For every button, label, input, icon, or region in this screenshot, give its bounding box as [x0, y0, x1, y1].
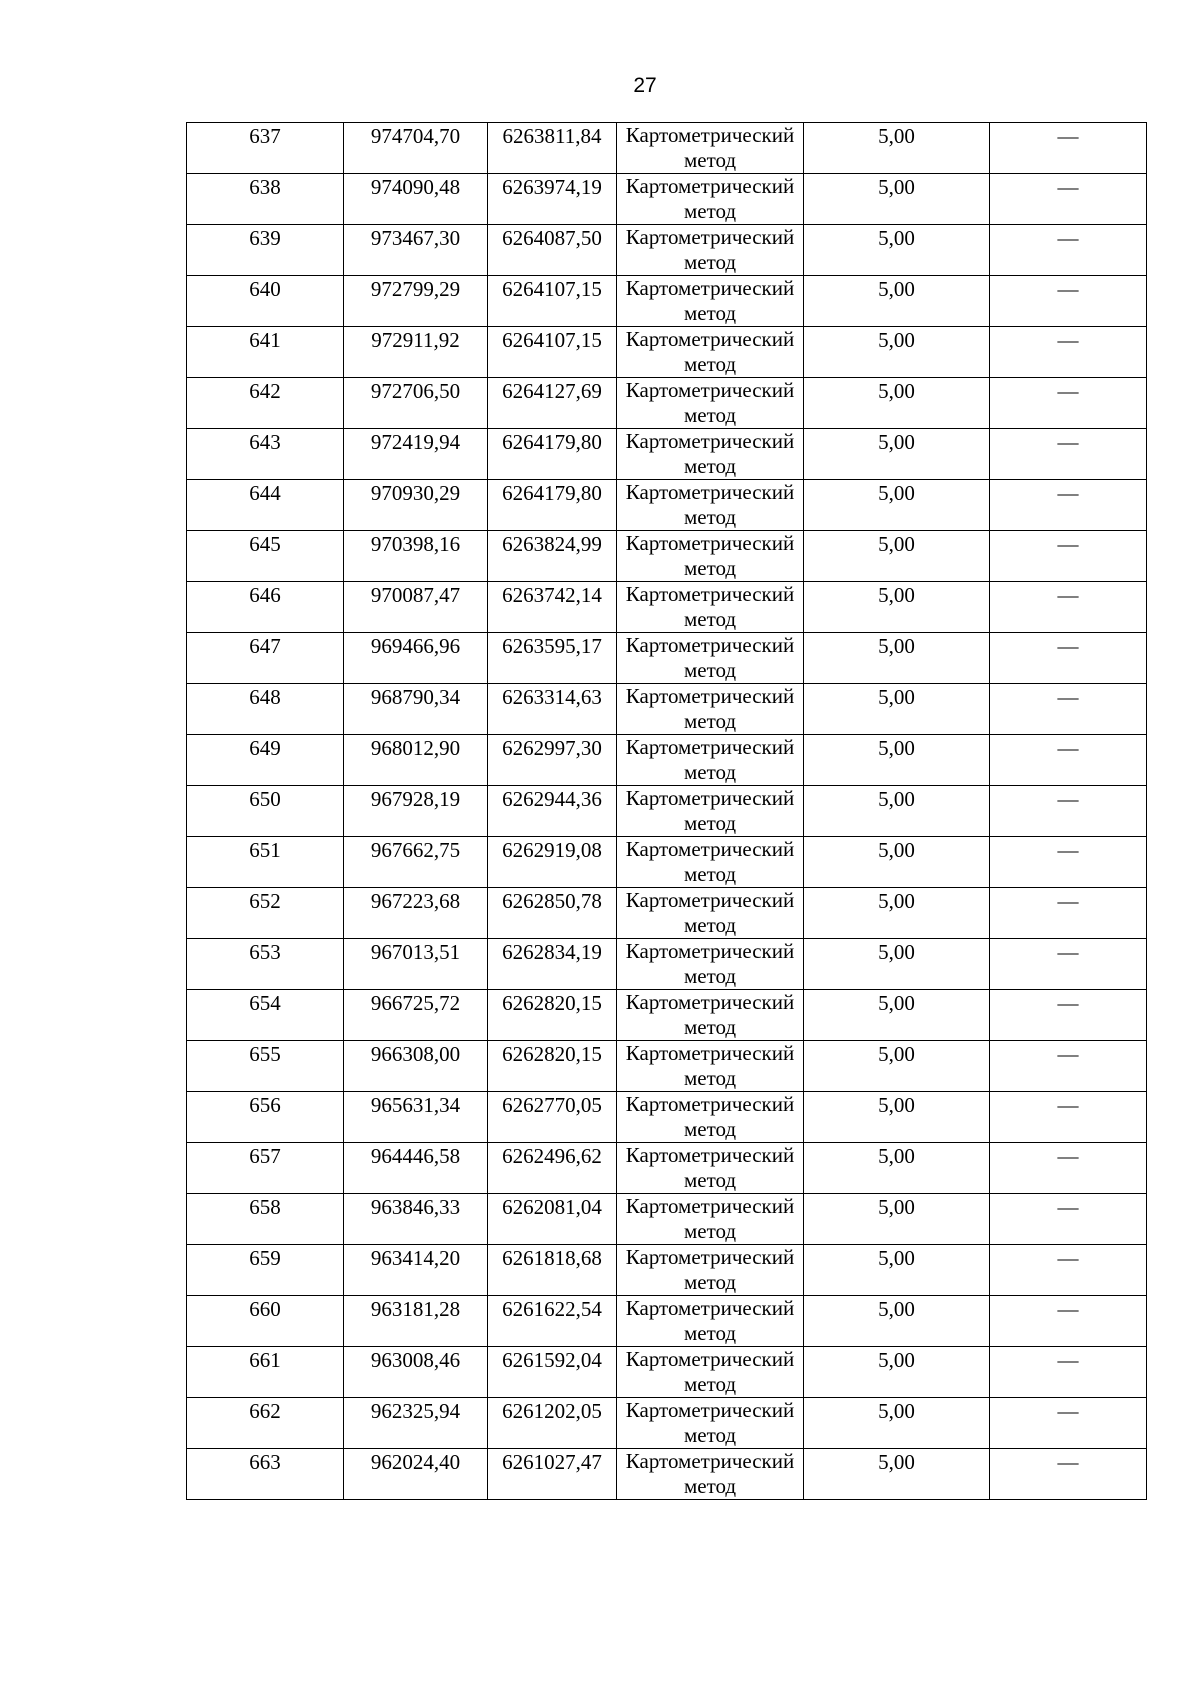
x-coordinate-cell: 964446,58: [344, 1143, 488, 1194]
method-line-1: Картометрический: [625, 990, 795, 1014]
table-row: [187, 378, 1147, 429]
method-line-2: метод: [683, 1423, 737, 1447]
method-line-2: метод: [683, 607, 737, 631]
x-coordinate-cell: 967013,51: [344, 939, 488, 990]
method-cell: [617, 1143, 804, 1194]
method-line-2: метод: [683, 454, 737, 478]
x-coordinate-cell: 972799,29: [344, 276, 488, 327]
point-number-cell: 641: [187, 327, 344, 378]
method-line-2: метод: [683, 148, 737, 172]
table-row: [187, 1245, 1147, 1296]
method-line-2: метод: [683, 862, 737, 886]
note-cell: —: [990, 480, 1147, 531]
method-line-2: метод: [683, 1372, 737, 1396]
note-cell: —: [990, 1245, 1147, 1296]
y-coordinate-cell: 6262820,15: [488, 1041, 617, 1092]
table-row: [187, 480, 1147, 531]
table-row: [187, 1092, 1147, 1143]
table-row: [187, 123, 1147, 174]
point-number-cell: 650: [187, 786, 344, 837]
method-cell: [617, 225, 804, 276]
table-row: [187, 1449, 1147, 1500]
y-coordinate-cell: 6262081,04: [488, 1194, 617, 1245]
accuracy-cell: 5,00: [804, 1143, 990, 1194]
method-line-1: Картометрический: [625, 276, 795, 300]
note-cell: —: [990, 174, 1147, 225]
note-cell: —: [990, 1041, 1147, 1092]
y-coordinate-cell: 6262770,05: [488, 1092, 617, 1143]
x-coordinate-cell: 967662,75: [344, 837, 488, 888]
method-line-1: Картометрический: [625, 1245, 795, 1269]
point-number-cell: 648: [187, 684, 344, 735]
point-number-cell: 645: [187, 531, 344, 582]
note-cell: —: [990, 837, 1147, 888]
note-cell: —: [990, 378, 1147, 429]
method-line-1: Картометрический: [625, 327, 795, 351]
note-cell: —: [990, 735, 1147, 786]
note-cell: —: [990, 1398, 1147, 1449]
page-number: 27: [633, 74, 657, 97]
point-number-cell: 640: [187, 276, 344, 327]
table-row: [187, 429, 1147, 480]
y-coordinate-cell: 6264179,80: [488, 480, 617, 531]
x-coordinate-cell: 974704,70: [344, 123, 488, 174]
note-cell: —: [990, 888, 1147, 939]
x-coordinate-cell: 970930,29: [344, 480, 488, 531]
method-line-2: метод: [683, 709, 737, 733]
accuracy-cell: 5,00: [804, 174, 990, 225]
method-line-1: Картометрический: [625, 1041, 795, 1065]
method-line-1: Картометрический: [625, 1449, 795, 1473]
coordinates-table: [186, 122, 1147, 1500]
y-coordinate-cell: 6262919,08: [488, 837, 617, 888]
x-coordinate-cell: 968790,34: [344, 684, 488, 735]
method-cell: [617, 1347, 804, 1398]
accuracy-cell: 5,00: [804, 480, 990, 531]
y-coordinate-cell: 6262850,78: [488, 888, 617, 939]
point-number-cell: 655: [187, 1041, 344, 1092]
note-cell: —: [990, 939, 1147, 990]
method-line-1: Картометрический: [625, 429, 795, 453]
point-number-cell: 652: [187, 888, 344, 939]
x-coordinate-cell: 970398,16: [344, 531, 488, 582]
accuracy-cell: 5,00: [804, 378, 990, 429]
x-coordinate-cell: 972419,94: [344, 429, 488, 480]
method-cell: [617, 1245, 804, 1296]
method-cell: [617, 1296, 804, 1347]
x-coordinate-cell: 966725,72: [344, 990, 488, 1041]
note-cell: —: [990, 1194, 1147, 1245]
x-coordinate-cell: 965631,34: [344, 1092, 488, 1143]
x-coordinate-cell: 967223,68: [344, 888, 488, 939]
point-number-cell: 658: [187, 1194, 344, 1245]
x-coordinate-cell: 962024,40: [344, 1449, 488, 1500]
table-row: [187, 1143, 1147, 1194]
table-row: [187, 735, 1147, 786]
y-coordinate-cell: 6261202,05: [488, 1398, 617, 1449]
note-cell: —: [990, 276, 1147, 327]
point-number-cell: 657: [187, 1143, 344, 1194]
method-line-2: метод: [683, 658, 737, 682]
method-line-2: метод: [683, 1270, 737, 1294]
x-coordinate-cell: 970087,47: [344, 582, 488, 633]
accuracy-cell: 5,00: [804, 633, 990, 684]
y-coordinate-cell: 6262834,19: [488, 939, 617, 990]
point-number-cell: 639: [187, 225, 344, 276]
accuracy-cell: 5,00: [804, 684, 990, 735]
method-line-1: Картометрический: [625, 582, 795, 606]
method-cell: [617, 327, 804, 378]
point-number-cell: 642: [187, 378, 344, 429]
accuracy-cell: 5,00: [804, 225, 990, 276]
point-number-cell: 646: [187, 582, 344, 633]
accuracy-cell: 5,00: [804, 1041, 990, 1092]
accuracy-cell: 5,00: [804, 1194, 990, 1245]
accuracy-cell: 5,00: [804, 327, 990, 378]
point-number-cell: 637: [187, 123, 344, 174]
point-number-cell: 661: [187, 1347, 344, 1398]
method-line-2: метод: [683, 1117, 737, 1141]
x-coordinate-cell: 972911,92: [344, 327, 488, 378]
accuracy-cell: 5,00: [804, 582, 990, 633]
method-line-1: Картометрический: [625, 1194, 795, 1218]
method-cell: [617, 174, 804, 225]
method-cell: [617, 837, 804, 888]
method-line-2: метод: [683, 811, 737, 835]
note-cell: —: [990, 786, 1147, 837]
accuracy-cell: 5,00: [804, 429, 990, 480]
y-coordinate-cell: 6264107,15: [488, 276, 617, 327]
table-row: [187, 225, 1147, 276]
y-coordinate-cell: 6263742,14: [488, 582, 617, 633]
method-line-1: Картометрический: [625, 735, 795, 759]
y-coordinate-cell: 6264107,15: [488, 327, 617, 378]
method-line-1: Картометрический: [625, 633, 795, 657]
note-cell: —: [990, 429, 1147, 480]
x-coordinate-cell: 974090,48: [344, 174, 488, 225]
x-coordinate-cell: 972706,50: [344, 378, 488, 429]
method-line-1: Картометрический: [625, 1398, 795, 1422]
accuracy-cell: 5,00: [804, 1092, 990, 1143]
method-cell: [617, 378, 804, 429]
note-cell: —: [990, 1347, 1147, 1398]
method-cell: [617, 531, 804, 582]
accuracy-cell: 5,00: [804, 837, 990, 888]
method-line-2: метод: [683, 556, 737, 580]
note-cell: —: [990, 123, 1147, 174]
point-number-cell: 651: [187, 837, 344, 888]
method-line-1: Картометрический: [625, 480, 795, 504]
method-line-2: метод: [683, 1168, 737, 1192]
note-cell: —: [990, 225, 1147, 276]
y-coordinate-cell: 6263824,99: [488, 531, 617, 582]
method-cell: [617, 1092, 804, 1143]
accuracy-cell: 5,00: [804, 1245, 990, 1296]
accuracy-cell: 5,00: [804, 990, 990, 1041]
note-cell: —: [990, 1449, 1147, 1500]
accuracy-cell: 5,00: [804, 1398, 990, 1449]
x-coordinate-cell: 963846,33: [344, 1194, 488, 1245]
method-cell: [617, 1041, 804, 1092]
y-coordinate-cell: 6264179,80: [488, 429, 617, 480]
note-cell: —: [990, 531, 1147, 582]
table-row: [187, 327, 1147, 378]
y-coordinate-cell: 6263811,84: [488, 123, 617, 174]
point-number-cell: 659: [187, 1245, 344, 1296]
table-row: [187, 1398, 1147, 1449]
method-cell: [617, 939, 804, 990]
method-line-2: метод: [683, 352, 737, 376]
y-coordinate-cell: 6261818,68: [488, 1245, 617, 1296]
y-coordinate-cell: 6264087,50: [488, 225, 617, 276]
note-cell: —: [990, 990, 1147, 1041]
accuracy-cell: 5,00: [804, 1296, 990, 1347]
note-cell: —: [990, 633, 1147, 684]
method-line-1: Картометрический: [625, 837, 795, 861]
point-number-cell: 654: [187, 990, 344, 1041]
method-line-1: Картометрический: [625, 123, 795, 147]
table-row: [187, 531, 1147, 582]
method-line-2: метод: [683, 1066, 737, 1090]
table-row: [187, 837, 1147, 888]
accuracy-cell: 5,00: [804, 888, 990, 939]
y-coordinate-cell: 6262944,36: [488, 786, 617, 837]
point-number-cell: 656: [187, 1092, 344, 1143]
table-row: [187, 633, 1147, 684]
x-coordinate-cell: 969466,96: [344, 633, 488, 684]
point-number-cell: 663: [187, 1449, 344, 1500]
accuracy-cell: 5,00: [804, 276, 990, 327]
method-cell: [617, 123, 804, 174]
note-cell: —: [990, 1092, 1147, 1143]
note-cell: —: [990, 582, 1147, 633]
method-line-1: Картометрический: [625, 1296, 795, 1320]
table-row: [187, 786, 1147, 837]
method-line-1: Картометрический: [625, 786, 795, 810]
method-line-1: Картометрический: [625, 1092, 795, 1116]
table-row: [187, 1347, 1147, 1398]
method-line-2: метод: [683, 913, 737, 937]
method-cell: [617, 1398, 804, 1449]
method-line-2: метод: [683, 964, 737, 988]
y-coordinate-cell: 6263314,63: [488, 684, 617, 735]
x-coordinate-cell: 963414,20: [344, 1245, 488, 1296]
method-line-2: метод: [683, 505, 737, 529]
y-coordinate-cell: 6261592,04: [488, 1347, 617, 1398]
point-number-cell: 649: [187, 735, 344, 786]
method-cell: [617, 1449, 804, 1500]
table-row: [187, 990, 1147, 1041]
table-row: [187, 276, 1147, 327]
accuracy-cell: 5,00: [804, 786, 990, 837]
accuracy-cell: 5,00: [804, 531, 990, 582]
y-coordinate-cell: 6262997,30: [488, 735, 617, 786]
method-cell: [617, 429, 804, 480]
method-line-2: метод: [683, 1321, 737, 1345]
table-row: [187, 888, 1147, 939]
point-number-cell: 660: [187, 1296, 344, 1347]
note-cell: —: [990, 1296, 1147, 1347]
x-coordinate-cell: 962325,94: [344, 1398, 488, 1449]
point-number-cell: 643: [187, 429, 344, 480]
point-number-cell: 638: [187, 174, 344, 225]
y-coordinate-cell: 6264127,69: [488, 378, 617, 429]
x-coordinate-cell: 968012,90: [344, 735, 488, 786]
method-cell: [617, 990, 804, 1041]
method-cell: [617, 786, 804, 837]
y-coordinate-cell: 6262820,15: [488, 990, 617, 1041]
x-coordinate-cell: 963181,28: [344, 1296, 488, 1347]
table-row: [187, 1194, 1147, 1245]
method-cell: [617, 480, 804, 531]
accuracy-cell: 5,00: [804, 123, 990, 174]
accuracy-cell: 5,00: [804, 1449, 990, 1500]
point-number-cell: 653: [187, 939, 344, 990]
coordinates-table-body: [187, 123, 1147, 1500]
note-cell: —: [990, 684, 1147, 735]
point-number-cell: 647: [187, 633, 344, 684]
method-cell: [617, 1194, 804, 1245]
method-cell: [617, 276, 804, 327]
method-line-2: метод: [683, 760, 737, 784]
note-cell: —: [990, 1143, 1147, 1194]
y-coordinate-cell: 6262496,62: [488, 1143, 617, 1194]
point-number-cell: 662: [187, 1398, 344, 1449]
table-row: [187, 1041, 1147, 1092]
method-line-1: Картометрический: [625, 531, 795, 555]
y-coordinate-cell: 6263974,19: [488, 174, 617, 225]
x-coordinate-cell: 963008,46: [344, 1347, 488, 1398]
method-cell: [617, 633, 804, 684]
table-row: [187, 684, 1147, 735]
method-cell: [617, 735, 804, 786]
accuracy-cell: 5,00: [804, 1347, 990, 1398]
x-coordinate-cell: 973467,30: [344, 225, 488, 276]
accuracy-cell: 5,00: [804, 939, 990, 990]
method-line-1: Картометрический: [625, 174, 795, 198]
method-cell: [617, 684, 804, 735]
method-line-1: Картометрический: [625, 225, 795, 249]
method-cell: [617, 582, 804, 633]
method-line-2: метод: [683, 1219, 737, 1243]
table-row: [187, 174, 1147, 225]
method-line-1: Картометрический: [625, 888, 795, 912]
table-row: [187, 1296, 1147, 1347]
accuracy-cell: 5,00: [804, 735, 990, 786]
method-line-1: Картометрический: [625, 684, 795, 708]
y-coordinate-cell: 6261027,47: [488, 1449, 617, 1500]
method-line-1: Картометрический: [625, 939, 795, 963]
method-line-1: Картометрический: [625, 378, 795, 402]
method-line-2: метод: [683, 1015, 737, 1039]
method-line-1: Картометрический: [625, 1143, 795, 1167]
point-number-cell: 644: [187, 480, 344, 531]
y-coordinate-cell: 6261622,54: [488, 1296, 617, 1347]
table-row: [187, 939, 1147, 990]
method-line-2: метод: [683, 199, 737, 223]
method-cell: [617, 888, 804, 939]
method-line-2: метод: [683, 1474, 737, 1498]
method-line-2: метод: [683, 301, 737, 325]
note-cell: —: [990, 327, 1147, 378]
table-row: [187, 582, 1147, 633]
method-line-2: метод: [683, 250, 737, 274]
y-coordinate-cell: 6263595,17: [488, 633, 617, 684]
x-coordinate-cell: 967928,19: [344, 786, 488, 837]
method-line-2: метод: [683, 403, 737, 427]
method-line-1: Картометрический: [625, 1347, 795, 1371]
x-coordinate-cell: 966308,00: [344, 1041, 488, 1092]
